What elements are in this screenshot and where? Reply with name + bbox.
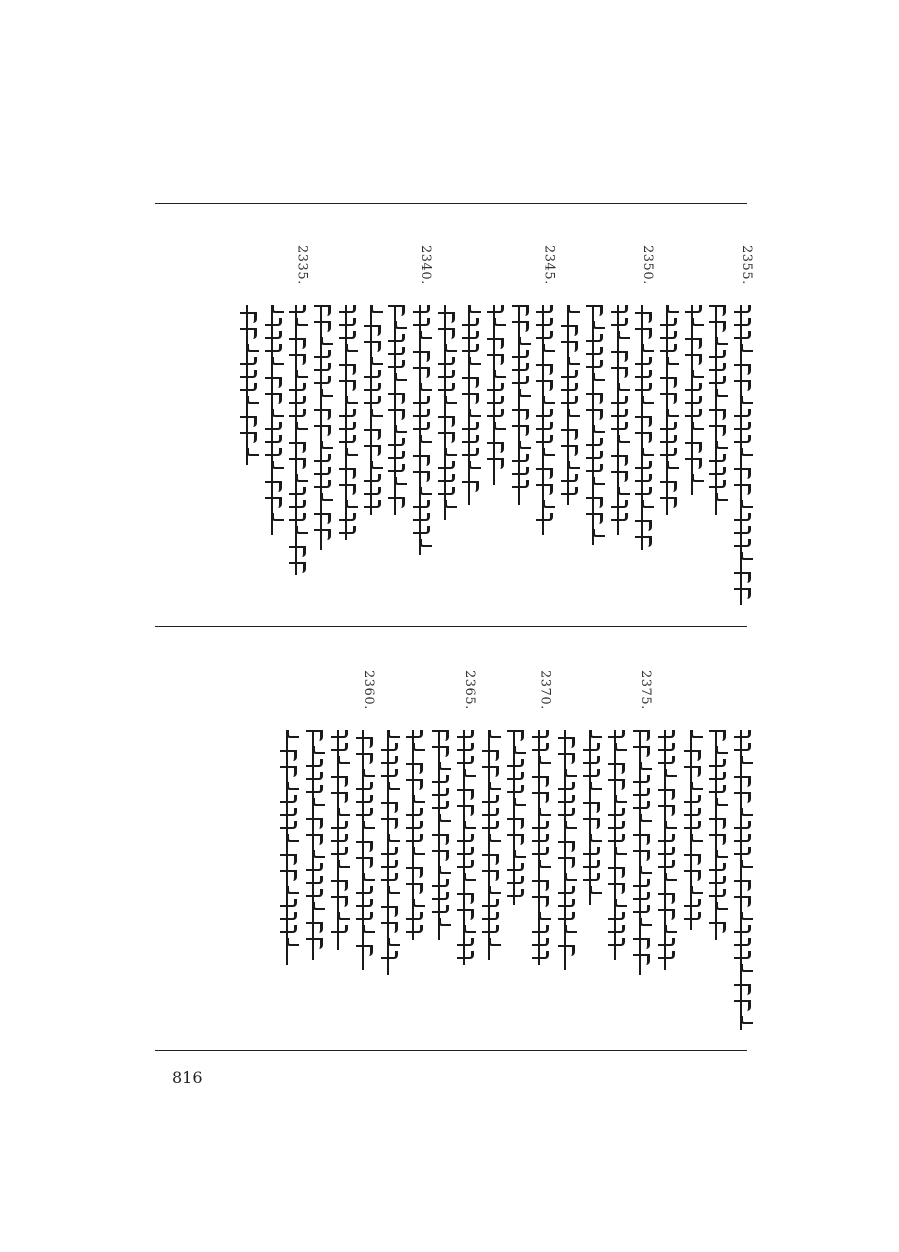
verse-column [325,670,351,1030]
verse-column [259,245,285,605]
verse-column [602,670,628,1030]
line-number [234,245,260,301]
verse-column [481,245,507,605]
mongolian-script-glyphs [730,305,752,605]
line-number [300,670,326,726]
verse-column [234,245,260,605]
mongolian-script-glyphs [656,305,678,515]
mongolian-script-glyphs [557,305,579,505]
mongolian-script-glyphs [654,730,676,970]
line-number [605,245,631,301]
line-number: 2355. [739,245,754,285]
verse-column [456,245,482,605]
mongolian-script-glyphs [402,730,424,940]
line-number: 2370. [537,670,553,710]
verse-column [476,670,502,1030]
verse-column [382,245,408,605]
poem-section-lower [150,640,760,1040]
line-number [476,670,502,726]
poem-section-upper [150,215,760,615]
mongolian-script-glyphs [705,730,727,940]
line-number [577,670,603,726]
verse-column [333,245,359,605]
line-number [703,245,729,301]
mongolian-script-glyphs [478,730,500,960]
verse-column [652,670,678,1030]
verse-column [678,670,704,1030]
mongolian-script-glyphs [582,305,604,545]
verse-column [728,245,754,605]
line-number [580,245,606,301]
mongolian-script-glyphs [276,730,298,965]
mongolian-script-glyphs [327,730,349,950]
verse-column [274,670,300,1030]
verse-column [283,245,309,605]
line-number [679,245,705,301]
line-number [501,670,527,726]
verse-column [530,245,556,605]
line-number [382,245,408,301]
verse-column [451,670,477,1030]
verse-column [407,245,433,605]
mongolian-script-glyphs [629,730,651,975]
mongolian-script-glyphs [384,305,406,515]
mongolian-script-glyphs [453,730,475,965]
line-number [375,670,401,726]
line-number: 2340. [417,245,433,285]
verse-column [728,670,754,1030]
verse-column [654,245,680,605]
mongolian-script-glyphs [554,730,576,970]
line-number [432,245,458,301]
line-number [456,245,482,301]
line-number [333,245,359,301]
mongolian-script-glyphs [434,305,456,520]
mongolian-script-glyphs [352,730,374,970]
line-number [728,670,754,726]
page-number: 816 [172,1068,203,1087]
mongolian-script-glyphs [360,305,382,515]
mongolian-script-glyphs [377,730,399,975]
verse-column [679,245,705,605]
mongolian-script-glyphs [607,305,629,535]
verse-column [703,245,729,605]
mongolian-script-glyphs [508,305,530,505]
verse-column [703,670,729,1030]
verse-column [552,670,578,1030]
line-number [308,245,334,301]
line-number [325,670,351,726]
mongolian-script-glyphs [680,730,702,930]
line-number [555,245,581,301]
mongolian-script-glyphs [528,730,550,965]
mongolian-script-glyphs [335,305,357,540]
mongolian-script-glyphs [302,730,324,960]
mongolian-script-glyphs [428,730,450,940]
verse-column [375,670,401,1030]
middle-rule [155,626,747,627]
verse-column [432,245,458,605]
mongolian-script-glyphs [458,305,480,505]
line-number: 2335. [294,245,310,285]
line-number [678,670,704,726]
mongolian-script-glyphs [409,305,431,555]
line-number [654,245,680,301]
line-number [552,670,578,726]
line-number: 2375. [638,670,654,710]
mongolian-script-glyphs [310,305,332,550]
verse-column [605,245,631,605]
verse-column [555,245,581,605]
mongolian-script-glyphs [730,730,752,1030]
mongolian-script-glyphs [579,730,601,905]
line-number [506,245,532,301]
verse-column [358,245,384,605]
verse-column [629,245,655,605]
verse-column [577,670,603,1030]
line-number [400,670,426,726]
line-number [259,245,285,301]
verse-column [627,670,653,1030]
mongolian-script-glyphs [285,305,307,575]
line-number [703,670,729,726]
top-rule [155,203,747,204]
mongolian-script-glyphs [604,730,626,960]
line-number [481,245,507,301]
mongolian-script-glyphs [261,305,283,535]
verse-column [580,245,606,605]
verse-column [426,670,452,1030]
verse-column [506,245,532,605]
verse-column [300,670,326,1030]
line-number [652,670,678,726]
line-number [274,670,300,726]
verse-column [526,670,552,1030]
line-number: 2345. [541,245,557,285]
line-number [358,245,384,301]
verse-column [308,245,334,605]
mongolian-script-glyphs [705,305,727,515]
bottom-rule [155,1050,747,1051]
verse-column [400,670,426,1030]
line-number: 2360. [361,670,376,710]
verse-column [350,670,376,1030]
mongolian-script-glyphs [236,305,258,465]
line-number: 2365. [461,670,477,710]
mongolian-script-glyphs [681,305,703,495]
mongolian-script-glyphs [483,305,505,485]
line-number [602,670,628,726]
mongolian-script-glyphs [631,305,653,550]
mongolian-script-glyphs [503,730,525,905]
line-number: 2350. [640,245,656,285]
line-number [426,670,452,726]
verse-column [501,670,527,1030]
mongolian-script-glyphs [532,305,554,535]
